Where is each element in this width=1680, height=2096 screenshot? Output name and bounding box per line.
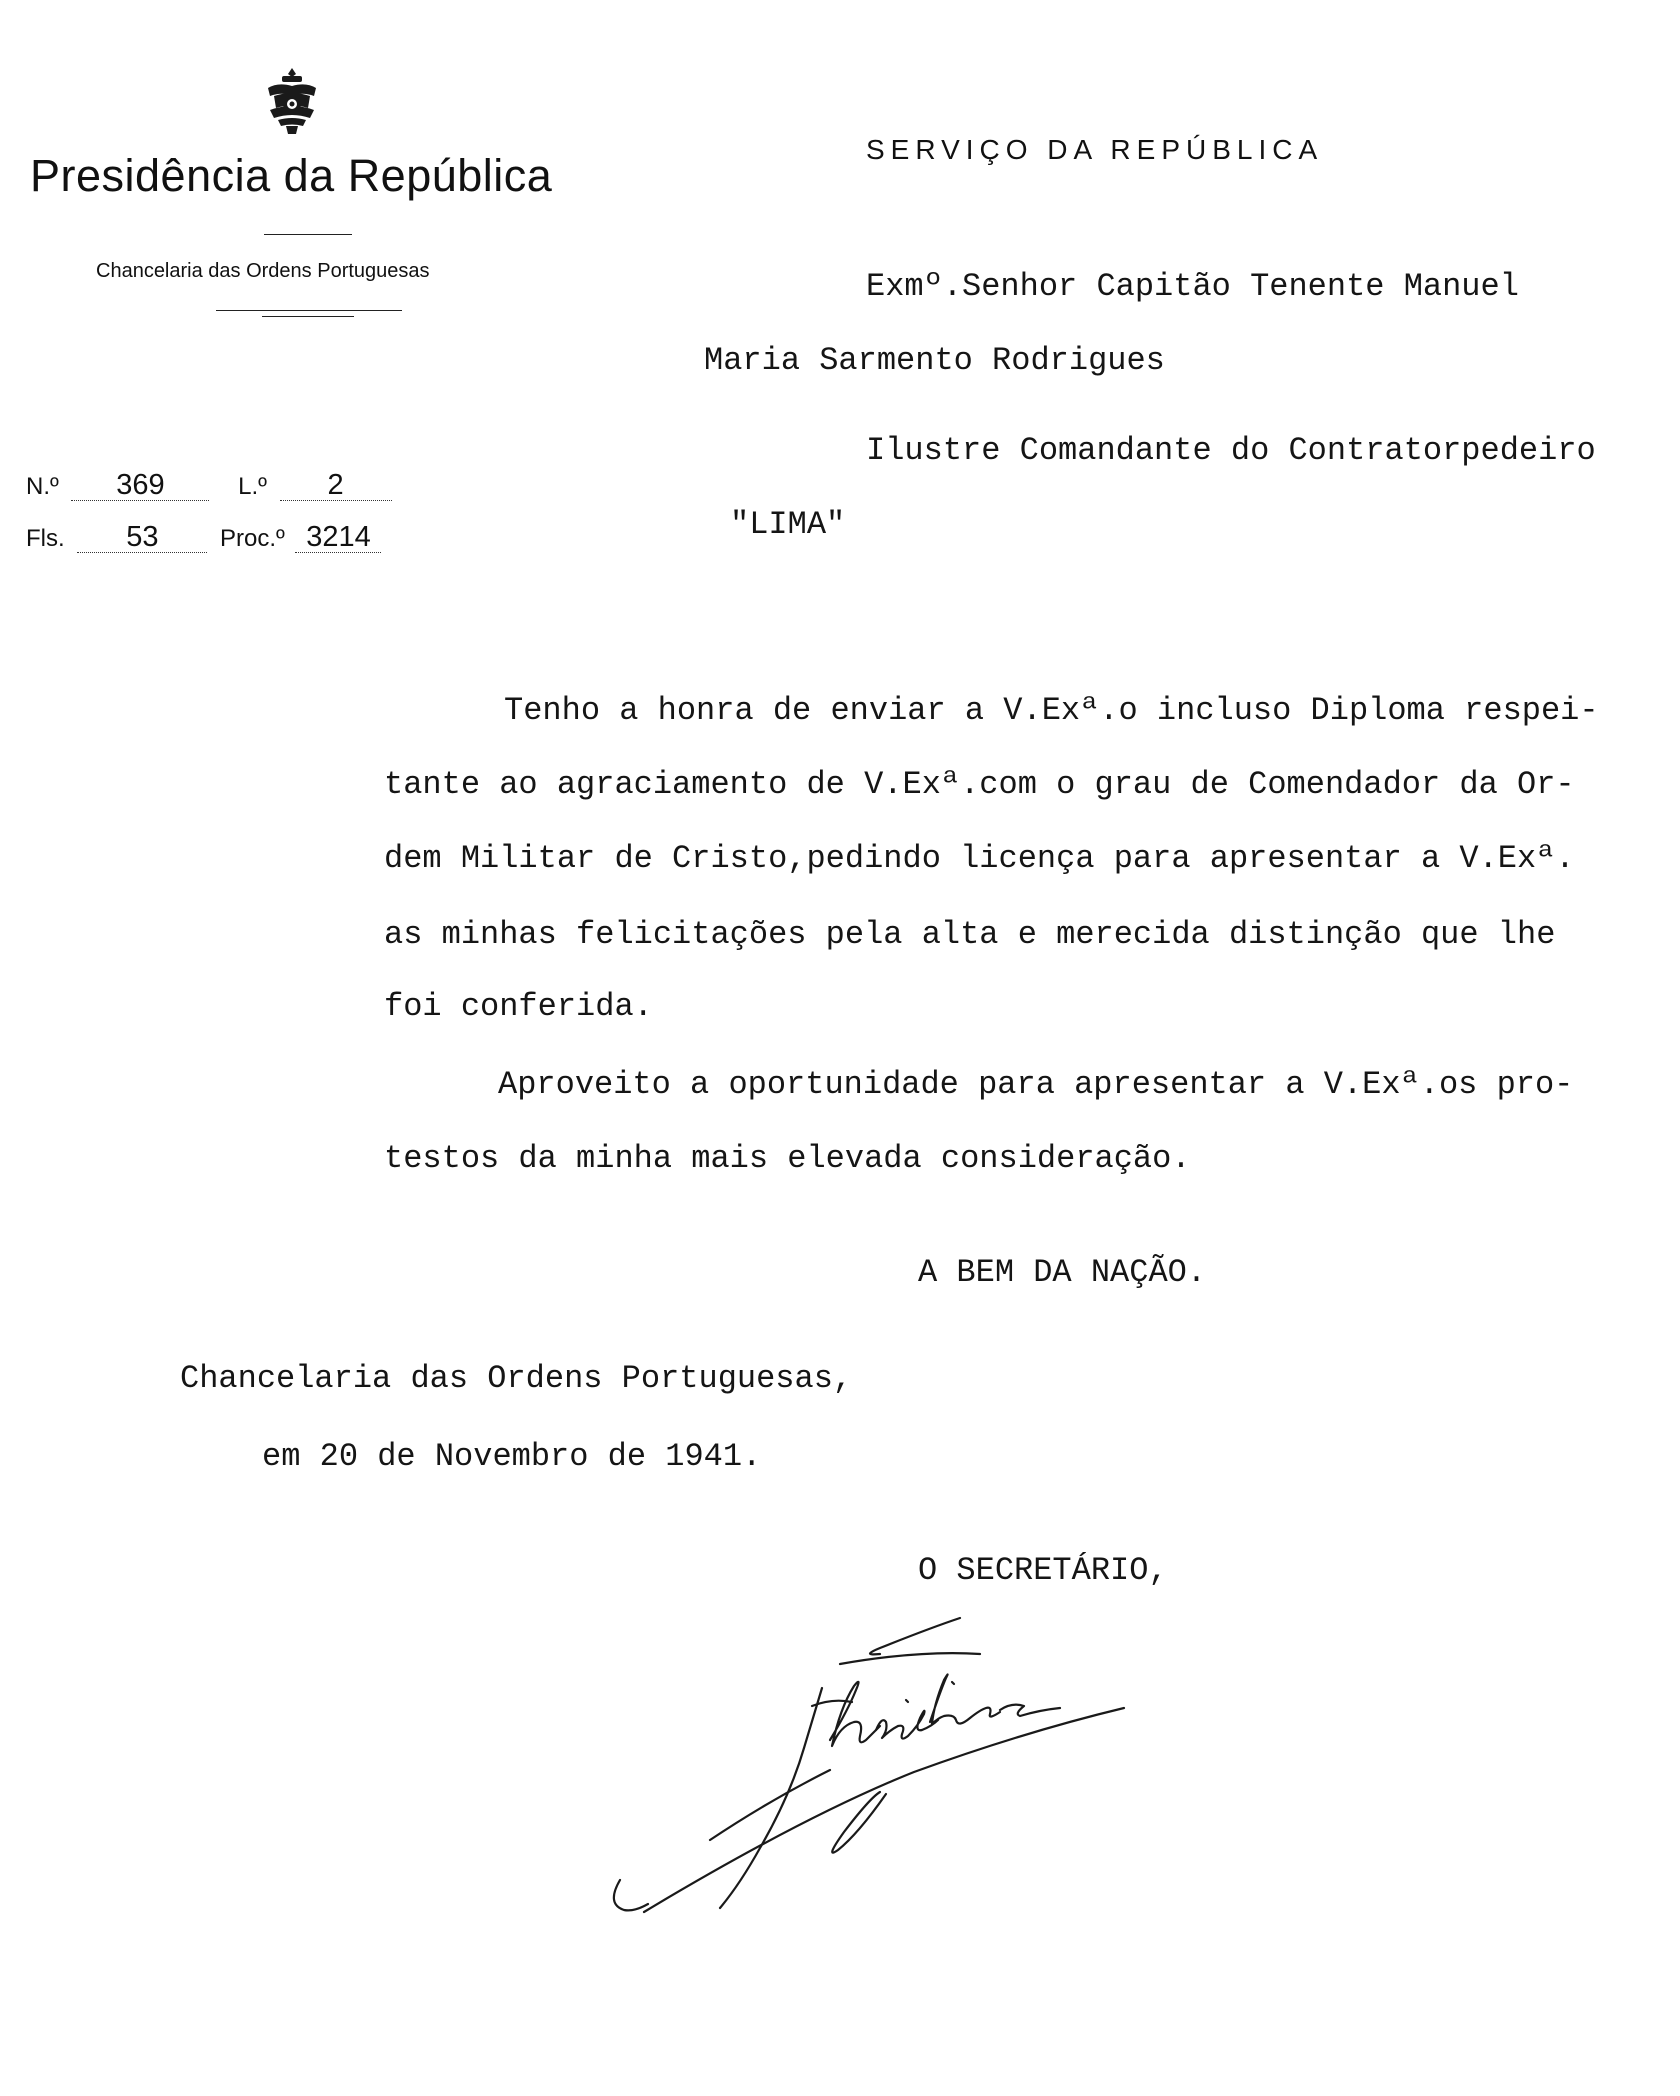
book-label: L.º	[238, 473, 267, 500]
process-label: Proc.º	[220, 525, 285, 552]
institution-subtitle: Chancelaria das Ordens Portuguesas	[96, 260, 430, 282]
body-line-6: Aproveito a oportunidade para apresentar a V.Exª.os pro-	[498, 1066, 1574, 1103]
addressee-line-4: "LIMA"	[730, 506, 846, 543]
process-value: 3214	[295, 522, 381, 553]
addressee-line-3: Ilustre Comandante do Contratorpedeiro	[866, 432, 1596, 469]
handwritten-signature-icon	[580, 1610, 1200, 1920]
number-value: 369	[71, 470, 209, 501]
closing-place: Chancelaria das Ordens Portuguesas,	[180, 1360, 853, 1397]
closing-motto: A BEM DA NAÇÃO.	[918, 1254, 1207, 1291]
subtitle-divider-upper	[216, 310, 402, 311]
number-label: N.º	[26, 473, 59, 500]
addressee-line-1: Exmº.Senhor Capitão Tenente Manuel	[866, 268, 1519, 305]
signatory-title: O SECRETÁRIO,	[918, 1552, 1168, 1589]
body-line-2: tante ao agraciamento de V.Exª.com o grau de Comendador da Or-	[384, 766, 1575, 803]
body-line-5: foi conferida.	[384, 988, 653, 1025]
coat-of-arms-icon	[264, 66, 320, 138]
body-line-3: dem Militar de Cristo,pedindo licença para apresentar a V.Exª.	[384, 840, 1575, 877]
service-heading: SERVIÇO DA REPÚBLICA	[866, 134, 1324, 165]
book-value: 2	[280, 470, 392, 501]
reference-row-sheet	[26, 522, 381, 553]
closing-date: em 20 de Novembro de 1941.	[262, 1438, 762, 1475]
institution-title: Presidência da República	[30, 150, 553, 201]
body-line-4: as minhas felicitações pela alta e merecida distinção que lhe	[384, 916, 1556, 953]
sheet-label: Fls.	[26, 525, 65, 552]
subtitle-divider-lower	[262, 316, 354, 317]
addressee-line-2: Maria Sarmento Rodrigues	[704, 342, 1165, 379]
sheet-value: 53	[77, 522, 207, 553]
body-line-7: testos da minha mais elevada consideração.	[384, 1140, 1191, 1177]
body-line-1: Tenho a honra de enviar a V.Exª.o incluso Diploma respei-	[504, 692, 1599, 729]
reference-row-number	[26, 470, 392, 501]
title-divider	[264, 234, 352, 235]
